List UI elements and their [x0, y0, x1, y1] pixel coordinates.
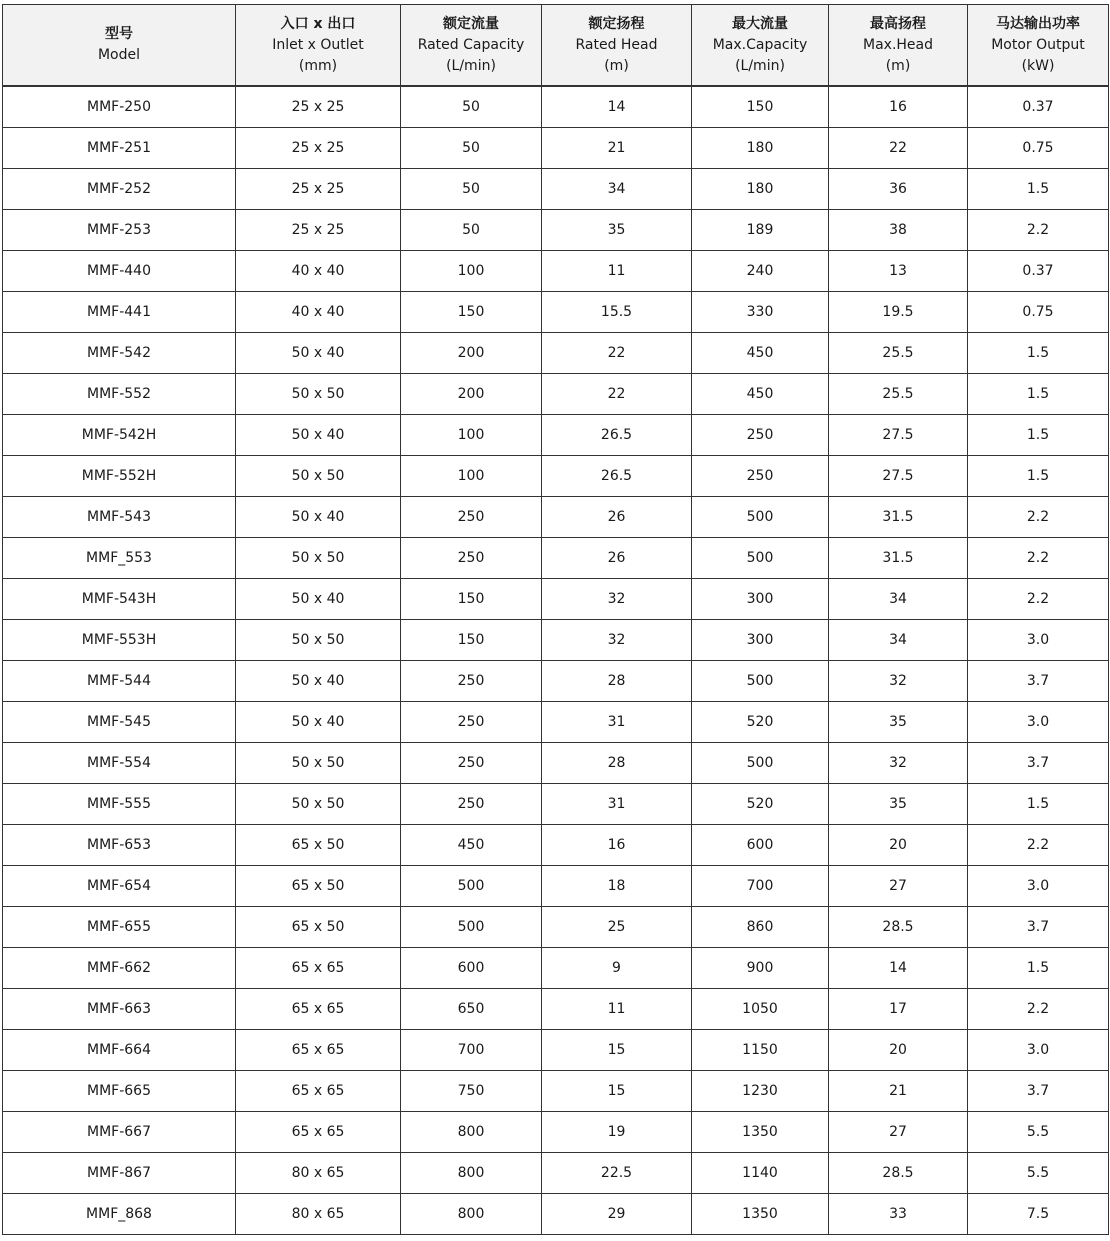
cell-max-capacity: 600	[692, 825, 829, 866]
cell-max-head: 17	[829, 989, 968, 1030]
cell-max-capacity: 1050	[692, 989, 829, 1030]
cell-motor-output: 3.0	[968, 620, 1109, 661]
cell-inlet-outlet: 65 x 65	[236, 1112, 401, 1153]
header-rated-head-en: Rated Head	[575, 36, 658, 53]
cell-rated-capacity: 100	[401, 456, 542, 497]
cell-max-head: 27.5	[829, 415, 968, 456]
table-row	[3, 1194, 1109, 1235]
cell-motor-output: 1.5	[968, 456, 1109, 497]
cell-model: MMF-253	[3, 210, 236, 251]
header-inlet-outlet-zh: 入口 x 出口	[280, 15, 356, 32]
cell-max-head: 28.5	[829, 1153, 968, 1194]
table-row	[3, 661, 1109, 702]
header-inlet-outlet-unit: (mm)	[298, 57, 338, 74]
cell-rated-capacity: 50	[401, 128, 542, 169]
table-row	[3, 1030, 1109, 1071]
header-max-head-en: Max.Head	[863, 36, 933, 53]
cell-rated-capacity: 750	[401, 1071, 542, 1112]
cell-motor-output: 2.2	[968, 538, 1109, 579]
table-row	[3, 415, 1109, 456]
cell-rated-capacity: 150	[401, 620, 542, 661]
cell-motor-output: 3.7	[968, 743, 1109, 784]
cell-motor-output: 5.5	[968, 1112, 1109, 1153]
cell-model: MMF-542	[3, 333, 236, 374]
header-max-capacity	[692, 5, 829, 87]
cell-model: MMF-440	[3, 251, 236, 292]
cell-inlet-outlet: 65 x 50	[236, 907, 401, 948]
cell-max-head: 20	[829, 825, 968, 866]
table-row	[3, 210, 1109, 251]
cell-motor-output: 3.0	[968, 1030, 1109, 1071]
cell-model: MMF-664	[3, 1030, 236, 1071]
cell-rated-capacity: 250	[401, 743, 542, 784]
cell-motor-output: 1.5	[968, 948, 1109, 989]
cell-rated-capacity: 500	[401, 866, 542, 907]
cell-inlet-outlet: 50 x 40	[236, 579, 401, 620]
cell-rated-head: 32	[542, 620, 692, 661]
cell-model: MMF-252	[3, 169, 236, 210]
cell-inlet-outlet: 50 x 50	[236, 538, 401, 579]
cell-rated-head: 26	[542, 538, 692, 579]
cell-rated-head: 28	[542, 661, 692, 702]
cell-max-head: 35	[829, 784, 968, 825]
cell-max-capacity: 180	[692, 128, 829, 169]
cell-rated-capacity: 50	[401, 210, 542, 251]
cell-motor-output: 1.5	[968, 169, 1109, 210]
cell-max-capacity: 450	[692, 333, 829, 374]
cell-rated-capacity: 100	[401, 251, 542, 292]
cell-model: MMF-543	[3, 497, 236, 538]
cell-rated-head: 25	[542, 907, 692, 948]
cell-rated-head: 35	[542, 210, 692, 251]
cell-max-capacity: 500	[692, 497, 829, 538]
cell-rated-capacity: 650	[401, 989, 542, 1030]
cell-rated-head: 11	[542, 251, 692, 292]
cell-motor-output: 1.5	[968, 374, 1109, 415]
cell-motor-output: 3.7	[968, 661, 1109, 702]
cell-inlet-outlet: 65 x 65	[236, 1030, 401, 1071]
cell-model: MMF-544	[3, 661, 236, 702]
cell-model: MMF-665	[3, 1071, 236, 1112]
table-row	[3, 128, 1109, 169]
cell-model: MMF-663	[3, 989, 236, 1030]
cell-model: MMF-552	[3, 374, 236, 415]
table-row	[3, 989, 1109, 1030]
cell-max-capacity: 180	[692, 169, 829, 210]
cell-motor-output: 5.5	[968, 1153, 1109, 1194]
header-model	[3, 5, 236, 87]
cell-model: MMF-552H	[3, 456, 236, 497]
cell-rated-capacity: 250	[401, 661, 542, 702]
table-row	[3, 620, 1109, 661]
cell-rated-capacity: 800	[401, 1194, 542, 1235]
cell-rated-head: 31	[542, 784, 692, 825]
cell-max-capacity: 1350	[692, 1112, 829, 1153]
cell-max-head: 28.5	[829, 907, 968, 948]
cell-max-head: 35	[829, 702, 968, 743]
table-row	[3, 497, 1109, 538]
cell-rated-capacity: 700	[401, 1030, 542, 1071]
cell-motor-output: 3.7	[968, 1071, 1109, 1112]
cell-motor-output: 2.2	[968, 210, 1109, 251]
cell-inlet-outlet: 65 x 50	[236, 866, 401, 907]
cell-inlet-outlet: 65 x 65	[236, 948, 401, 989]
cell-max-head: 25.5	[829, 333, 968, 374]
cell-inlet-outlet: 25 x 25	[236, 86, 401, 128]
cell-rated-capacity: 250	[401, 702, 542, 743]
cell-rated-head: 32	[542, 579, 692, 620]
table-row	[3, 1071, 1109, 1112]
cell-rated-head: 28	[542, 743, 692, 784]
table-row	[3, 538, 1109, 579]
cell-inlet-outlet: 80 x 65	[236, 1194, 401, 1235]
cell-rated-capacity: 150	[401, 579, 542, 620]
cell-rated-head: 19	[542, 1112, 692, 1153]
pump-spec-table	[2, 4, 1109, 1235]
cell-inlet-outlet: 50 x 50	[236, 784, 401, 825]
cell-max-head: 33	[829, 1194, 968, 1235]
table-row	[3, 374, 1109, 415]
header-max-capacity-unit: (L/min)	[735, 57, 785, 74]
header-max-head-unit: (m)	[885, 57, 911, 74]
header-motor-output-zh: 马达输出功率	[996, 15, 1080, 32]
table-row	[3, 1112, 1109, 1153]
cell-rated-head: 15.5	[542, 292, 692, 333]
table-row	[3, 784, 1109, 825]
header-max-capacity-en: Max.Capacity	[712, 36, 808, 53]
cell-max-capacity: 500	[692, 538, 829, 579]
cell-rated-head: 34	[542, 169, 692, 210]
cell-model: MMF-867	[3, 1153, 236, 1194]
cell-rated-head: 26.5	[542, 415, 692, 456]
cell-model: MMF-542H	[3, 415, 236, 456]
cell-rated-capacity: 250	[401, 497, 542, 538]
cell-motor-output: 3.0	[968, 702, 1109, 743]
cell-motor-output: 2.2	[968, 579, 1109, 620]
cell-rated-head: 15	[542, 1071, 692, 1112]
header-max-head-zh: 最高扬程	[870, 15, 926, 32]
header-max-head	[829, 5, 968, 87]
header-inlet-outlet-en: Inlet x Outlet	[272, 36, 364, 53]
table-row	[3, 86, 1109, 128]
cell-motor-output: 0.75	[968, 128, 1109, 169]
table-row	[3, 866, 1109, 907]
table-row	[3, 743, 1109, 784]
cell-rated-head: 9	[542, 948, 692, 989]
cell-model: MMF-543H	[3, 579, 236, 620]
cell-rated-capacity: 500	[401, 907, 542, 948]
table-row	[3, 169, 1109, 210]
cell-inlet-outlet: 50 x 40	[236, 702, 401, 743]
cell-max-head: 22	[829, 128, 968, 169]
cell-rated-capacity: 450	[401, 825, 542, 866]
cell-max-head: 34	[829, 620, 968, 661]
cell-model: MMF-545	[3, 702, 236, 743]
cell-max-capacity: 250	[692, 415, 829, 456]
cell-rated-capacity: 600	[401, 948, 542, 989]
table-row	[3, 907, 1109, 948]
cell-max-capacity: 1150	[692, 1030, 829, 1071]
cell-rated-capacity: 50	[401, 169, 542, 210]
cell-motor-output: 7.5	[968, 1194, 1109, 1235]
cell-rated-head: 22	[542, 374, 692, 415]
cell-motor-output: 1.5	[968, 415, 1109, 456]
header-rated-head-zh: 额定扬程	[588, 15, 645, 32]
cell-model: MMF-441	[3, 292, 236, 333]
cell-max-head: 27	[829, 1112, 968, 1153]
cell-motor-output: 3.0	[968, 866, 1109, 907]
header-rated-head-unit: (m)	[604, 57, 629, 74]
cell-rated-capacity: 100	[401, 415, 542, 456]
cell-inlet-outlet: 25 x 25	[236, 128, 401, 169]
cell-max-capacity: 150	[692, 86, 829, 128]
cell-motor-output: 2.2	[968, 497, 1109, 538]
cell-rated-capacity: 150	[401, 292, 542, 333]
cell-max-capacity: 500	[692, 743, 829, 784]
cell-max-capacity: 520	[692, 784, 829, 825]
cell-rated-capacity: 250	[401, 784, 542, 825]
cell-max-head: 27.5	[829, 456, 968, 497]
cell-motor-output: 1.5	[968, 784, 1109, 825]
cell-max-head: 36	[829, 169, 968, 210]
cell-max-head: 20	[829, 1030, 968, 1071]
table-row	[3, 333, 1109, 374]
cell-model: MMF-250	[3, 86, 236, 128]
cell-inlet-outlet: 50 x 40	[236, 497, 401, 538]
table-row	[3, 702, 1109, 743]
cell-rated-capacity: 800	[401, 1153, 542, 1194]
cell-max-head: 38	[829, 210, 968, 251]
table-body	[3, 86, 1109, 1235]
cell-max-head: 31.5	[829, 497, 968, 538]
cell-motor-output: 0.75	[968, 292, 1109, 333]
cell-max-head: 31.5	[829, 538, 968, 579]
cell-max-capacity: 300	[692, 579, 829, 620]
header-rated-head	[542, 5, 692, 87]
cell-model: MMF-653	[3, 825, 236, 866]
table-row	[3, 1153, 1109, 1194]
header-rated-capacity	[401, 5, 542, 87]
cell-max-head: 32	[829, 661, 968, 702]
cell-motor-output: 1.5	[968, 333, 1109, 374]
cell-motor-output: 3.7	[968, 907, 1109, 948]
cell-rated-head: 14	[542, 86, 692, 128]
header-rated-capacity-zh: 额定流量	[443, 15, 499, 32]
header-row	[3, 5, 1109, 87]
header-motor-output-unit: (kW)	[1021, 57, 1055, 74]
cell-max-capacity: 330	[692, 292, 829, 333]
cell-max-head: 25.5	[829, 374, 968, 415]
cell-motor-output: 0.37	[968, 86, 1109, 128]
cell-max-capacity: 860	[692, 907, 829, 948]
cell-max-capacity: 900	[692, 948, 829, 989]
cell-max-head: 14	[829, 948, 968, 989]
cell-max-capacity: 1350	[692, 1194, 829, 1235]
cell-motor-output: 2.2	[968, 825, 1109, 866]
cell-max-capacity: 240	[692, 251, 829, 292]
header-model-zh: 型号	[105, 26, 133, 42]
cell-max-head: 32	[829, 743, 968, 784]
cell-rated-head: 22.5	[542, 1153, 692, 1194]
cell-model: MMF-662	[3, 948, 236, 989]
cell-inlet-outlet: 65 x 50	[236, 825, 401, 866]
cell-max-capacity: 1140	[692, 1153, 829, 1194]
table-row	[3, 292, 1109, 333]
cell-rated-capacity: 250	[401, 538, 542, 579]
cell-motor-output: 0.37	[968, 251, 1109, 292]
cell-max-capacity: 700	[692, 866, 829, 907]
table-header	[3, 5, 1109, 87]
table-row	[3, 456, 1109, 497]
cell-model: MMF-554	[3, 743, 236, 784]
cell-model: MMF-654	[3, 866, 236, 907]
table-row	[3, 948, 1109, 989]
cell-max-capacity: 189	[692, 210, 829, 251]
cell-inlet-outlet: 50 x 50	[236, 374, 401, 415]
cell-max-head: 19.5	[829, 292, 968, 333]
cell-rated-head: 26	[542, 497, 692, 538]
header-inlet-outlet	[236, 5, 401, 87]
header-rated-capacity-unit: (L/min)	[446, 57, 496, 74]
table-row	[3, 579, 1109, 620]
cell-inlet-outlet: 50 x 50	[236, 743, 401, 784]
cell-max-capacity: 450	[692, 374, 829, 415]
cell-inlet-outlet: 80 x 65	[236, 1153, 401, 1194]
cell-inlet-outlet: 50 x 40	[236, 661, 401, 702]
cell-rated-head: 26.5	[542, 456, 692, 497]
cell-rated-head: 22	[542, 333, 692, 374]
cell-rated-capacity: 200	[401, 374, 542, 415]
cell-inlet-outlet: 40 x 40	[236, 251, 401, 292]
table-row	[3, 251, 1109, 292]
cell-motor-output: 2.2	[968, 989, 1109, 1030]
cell-model: MMF-553H	[3, 620, 236, 661]
cell-max-capacity: 250	[692, 456, 829, 497]
cell-inlet-outlet: 25 x 25	[236, 169, 401, 210]
cell-model: MMF-251	[3, 128, 236, 169]
cell-inlet-outlet: 50 x 50	[236, 620, 401, 661]
cell-rated-head: 11	[542, 989, 692, 1030]
cell-max-capacity: 520	[692, 702, 829, 743]
cell-max-head: 13	[829, 251, 968, 292]
cell-inlet-outlet: 50 x 40	[236, 333, 401, 374]
cell-model: MMF-655	[3, 907, 236, 948]
cell-max-head: 16	[829, 86, 968, 128]
header-max-capacity-zh: 最大流量	[732, 15, 788, 32]
cell-rated-head: 16	[542, 825, 692, 866]
cell-rated-head: 31	[542, 702, 692, 743]
cell-rated-head: 18	[542, 866, 692, 907]
header-rated-capacity-en: Rated Capacity	[417, 36, 525, 53]
cell-inlet-outlet: 40 x 40	[236, 292, 401, 333]
cell-rated-head: 15	[542, 1030, 692, 1071]
cell-max-head: 27	[829, 866, 968, 907]
cell-inlet-outlet: 65 x 65	[236, 1071, 401, 1112]
cell-max-head: 34	[829, 579, 968, 620]
cell-rated-capacity: 800	[401, 1112, 542, 1153]
cell-model: MMF_553	[3, 538, 236, 579]
cell-model: MMF-667	[3, 1112, 236, 1153]
table-row	[3, 825, 1109, 866]
cell-max-head: 21	[829, 1071, 968, 1112]
header-motor-output	[968, 5, 1109, 87]
cell-model: MMF-555	[3, 784, 236, 825]
cell-max-capacity: 300	[692, 620, 829, 661]
cell-inlet-outlet: 25 x 25	[236, 210, 401, 251]
cell-max-capacity: 1230	[692, 1071, 829, 1112]
cell-inlet-outlet: 50 x 50	[236, 456, 401, 497]
cell-inlet-outlet: 50 x 40	[236, 415, 401, 456]
cell-max-capacity: 500	[692, 661, 829, 702]
header-motor-output-en: Motor Output	[991, 36, 1085, 53]
header-model-en: Model	[97, 47, 141, 63]
cell-inlet-outlet: 65 x 65	[236, 989, 401, 1030]
cell-rated-capacity: 200	[401, 333, 542, 374]
cell-rated-head: 21	[542, 128, 692, 169]
cell-model: MMF_868	[3, 1194, 236, 1235]
cell-rated-capacity: 50	[401, 86, 542, 128]
cell-rated-head: 29	[542, 1194, 692, 1235]
